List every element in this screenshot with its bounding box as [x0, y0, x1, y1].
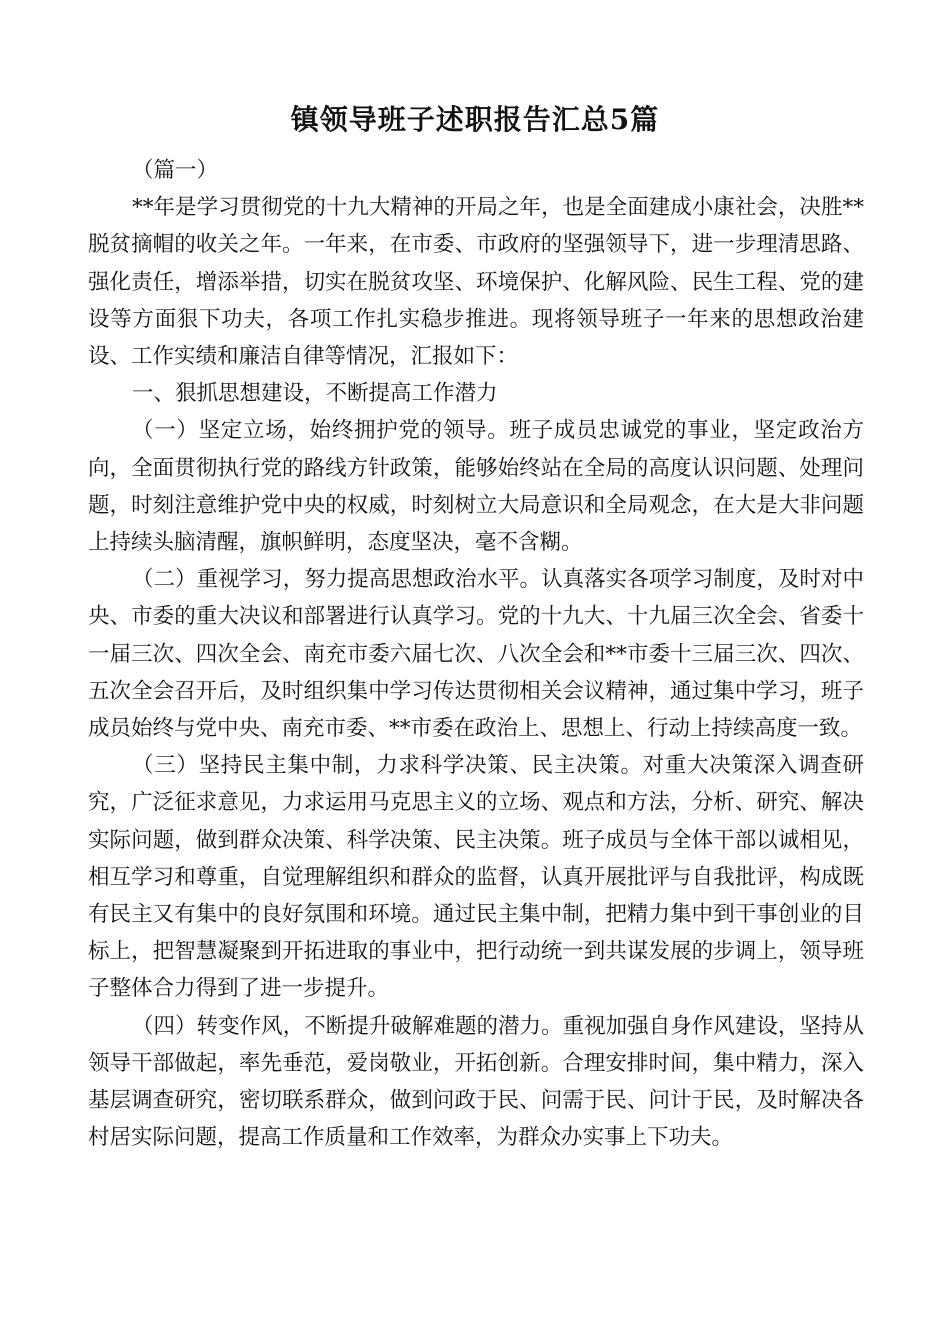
document-body — [88, 152, 864, 1156]
document-title: 镇领导班子述职报告汇总5篇 — [290, 103, 660, 136]
intro-paragraph: **年是学习贯彻党的十九大精神的开局之年，也是全面建成小康社会，决胜**脱贫摘帽的收关之年。一年来，在市委、市政府的坚强领导下，进一步理清思路、强化责任，增添举措，切实在脱贫攻坚、环境保护、化解风险、民生工程、党的建设等方面狠下功夫，各项工作扎实稳步推进。现将领导班子一年来的思想政治建设、工作实绩和廉洁自律等情况，汇报如下： — [88, 195, 864, 370]
paragraph-item-2: （二）重视学习，努力提高思想政治水平。认真落实各项学习制度，及时对中央、市委的重大决议和部署进行认真学习。党的十九大、十九届三次全会、省委十一届三次、四次全会、南充市委六届七次、八次全会和**市委十三届三次、四次、五次全会召开后，及时组织集中学习传达贯彻相关会议精神，通过集中学习，班子成员始终与党中央、南充市委、**市委在政治上、思想上、行动上持续高度一致。 — [88, 567, 864, 742]
paragraph-item-4: （四）转变作风，不断提升破解难题的潜力。重视加强自身作风建设，坚持从领导干部做起，率先垂范，爱岗敬业，开拓创新。合理安排时间，集中精力，深入基层调查研究，密切联系群众，做到问政于民、问需于民、问计于民，及时解决各村居实际问题，提高工作质量和工作效率，为群众办实事上下功夫。 — [88, 1013, 864, 1151]
paragraph-item-3: （三）坚持民主集中制，力求科学决策、民主决策。对重大决策深入调查研究，广泛征求意见，力求运用马克思主义的立场、观点和方法，分析、研究、解决实际问题，做到群众决策、科学决策、民主决策。班子成员与全体干部以诚相见，相互学习和尊重，自觉理解组织和群众的监督，认真开展批评与自我批评，构成既有民主又有集中的良好氛围和环境。通过民主集中制，把精力集中到干事创业的目标上，把智慧凝聚到开拓进取的事业中，把行动统一到共谋发展的步调上，领导班子整体合力得到了进一步提升。 — [88, 753, 864, 1002]
paragraph-item-1: （一）坚定立场，始终拥护党的领导。班子成员忠诚党的事业，坚定政治方向，全面贯彻执行党的路线方针政策，能够始终站在全局的高度认识问题、处理问题，时刻注意维护党中央的权威，时刻树立大局意识和全局观念，在大是大非问题上持续头脑清醒，旗帜鲜明，态度坚决，毫不含糊。 — [88, 418, 864, 556]
section-heading: 一、狠抓思想建设，不断提高工作潜力 — [132, 381, 498, 407]
section-label: （篇一） — [132, 158, 219, 183]
